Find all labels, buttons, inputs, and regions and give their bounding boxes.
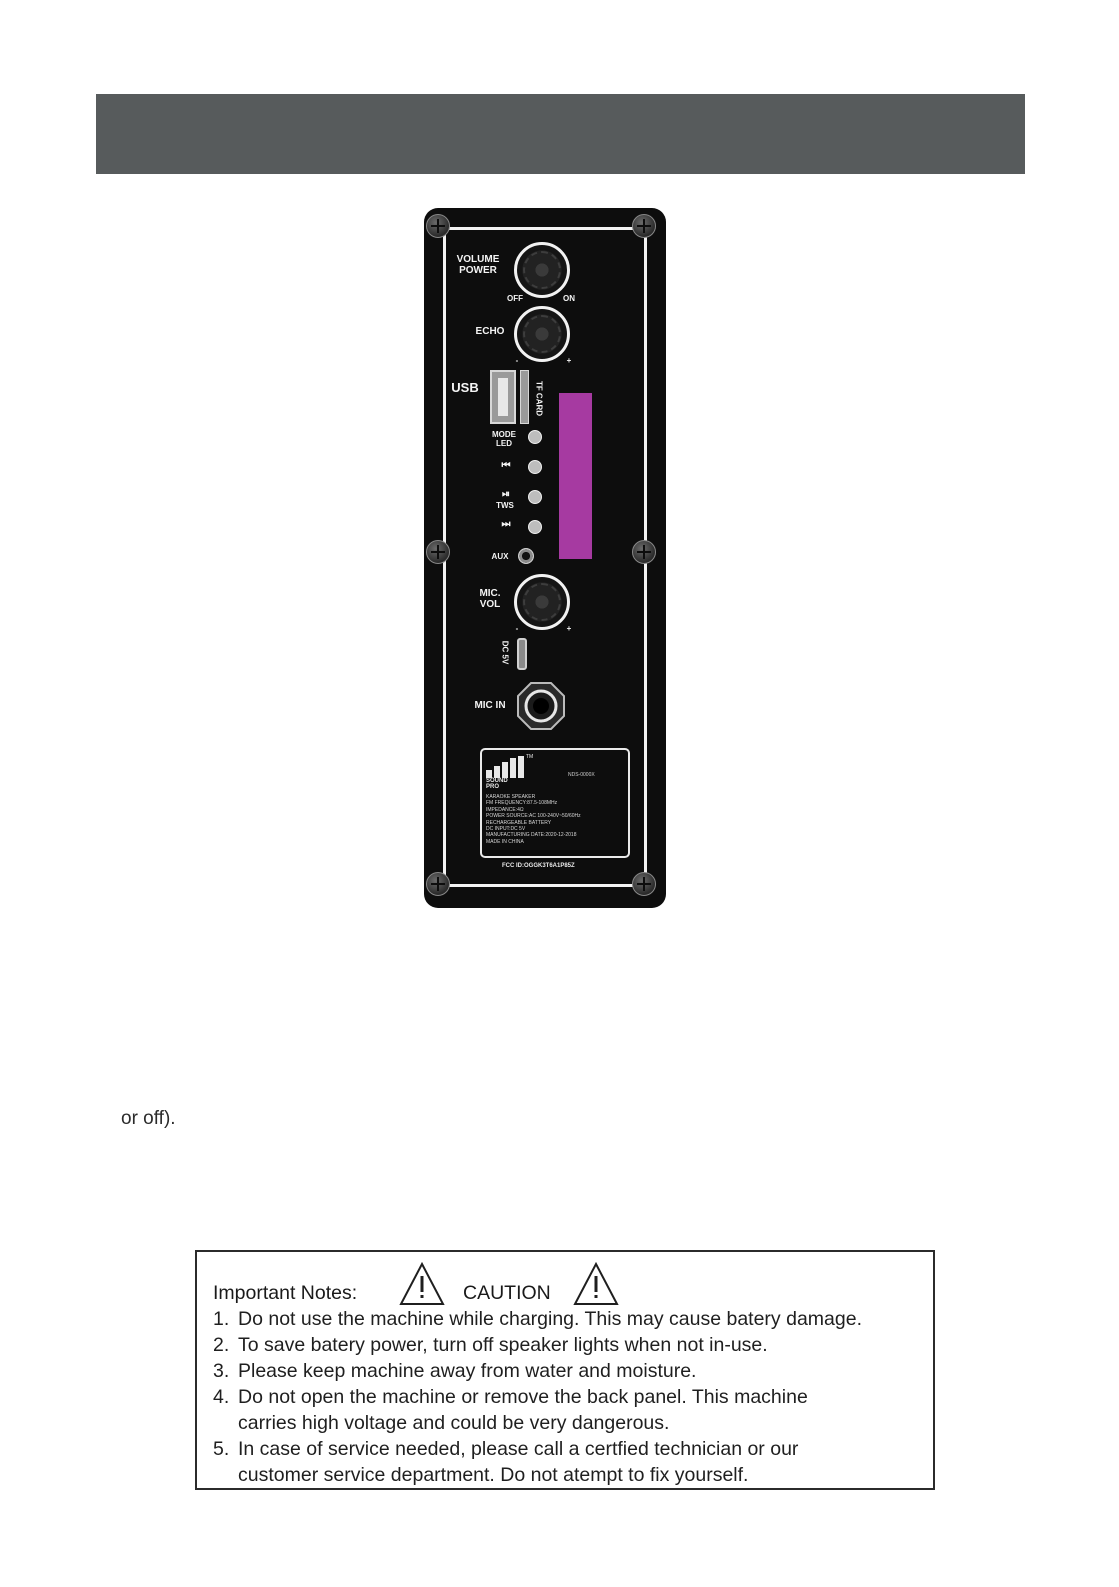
prev-button[interactable] — [528, 460, 542, 474]
volume-power-label: VOLUME POWER — [456, 254, 500, 276]
mode-led-button[interactable] — [528, 430, 542, 444]
mic-vol-knob[interactable] — [514, 574, 570, 630]
aux-jack[interactable] — [518, 548, 534, 564]
note-item: 4. Do not open the machine or remove the back panel. This machine carries high voltage and could be very dangerous. — [213, 1386, 808, 1434]
text-fragment: or off). — [121, 1108, 176, 1129]
mic-in-label: MIC IN — [474, 700, 506, 711]
dc-5v-label: DC 5V — [500, 640, 510, 665]
mic-vol-label: MIC. VOL — [479, 588, 501, 610]
header-bar — [96, 94, 1025, 174]
screw-icon — [426, 540, 450, 564]
usb-port[interactable] — [490, 370, 516, 424]
screw-icon — [426, 872, 450, 896]
echo-label: ECHO — [475, 326, 505, 337]
aux-label: AUX — [491, 552, 509, 561]
next-button[interactable] — [528, 520, 542, 534]
spec-line: FM FREQUENCY:87.5-108MHz — [486, 800, 558, 807]
usb-label: USB — [451, 380, 479, 395]
spec-line: DC INPUT:DC 5V — [486, 826, 526, 833]
caution-label: CAUTION — [463, 1282, 551, 1304]
play-tws-button[interactable] — [528, 490, 542, 504]
play-pause-icon: ⏯ — [502, 489, 510, 500]
note-item: 5. In case of service needed, please call a certfied technician or our customer service department. Do not atempt to fix yourself. — [213, 1438, 799, 1486]
note-item: 2. To save batery power, turn off speaker lights when not in-use. — [213, 1334, 768, 1356]
model-number: NDS-0000X — [568, 772, 595, 778]
spec-line: KARAOKE SPEAKER — [486, 794, 536, 800]
spec-line: IMPEDANCE:4Ω — [486, 806, 524, 813]
tf-card-slot[interactable] — [520, 370, 529, 424]
tf-card-label: TF CARD — [534, 380, 544, 417]
led-display — [559, 393, 592, 559]
spec-line: RECHARGEABLE BATTERY — [486, 819, 552, 826]
screw-icon — [426, 214, 450, 238]
echo-minus-label: - — [515, 356, 519, 365]
notes-list — [213, 1306, 862, 1488]
rating-specs — [486, 794, 626, 845]
warning-triangle-icon — [573, 1262, 619, 1306]
tws-label: TWS — [496, 501, 514, 510]
trademark-mark: TM — [526, 754, 534, 760]
important-notes-box — [195, 1250, 935, 1490]
warning-triangle-icon — [399, 1262, 445, 1306]
note-item: 3. Please keep machine away from water and moisture. — [213, 1360, 697, 1382]
echo-plus-label: + — [566, 356, 572, 365]
brand-text: SOUND PRO — [486, 778, 508, 790]
spec-line: POWER SOURCE:AC 100-240V~50/60Hz — [486, 813, 581, 820]
next-icon: ⏭ — [501, 519, 511, 530]
volume-power-knob[interactable] — [514, 242, 570, 298]
dc-5v-port[interactable] — [517, 638, 527, 670]
mic-plus-label: + — [566, 624, 572, 633]
screw-icon — [632, 540, 656, 564]
fcc-id: FCC ID:OGGK3T6A1P85Z — [502, 863, 575, 869]
spec-line: MANUFACTURING DATE:2020-12-2018 — [486, 832, 577, 839]
spec-line: MADE IN CHINA — [486, 838, 524, 845]
off-label: OFF — [507, 294, 523, 303]
notes-heading-row — [213, 1262, 913, 1308]
sound-pro-logo — [486, 756, 526, 778]
screw-icon — [632, 214, 656, 238]
notes-heading: Important Notes: — [213, 1282, 358, 1304]
mic-minus-label: - — [515, 624, 519, 633]
on-label: ON — [563, 294, 575, 303]
rating-plate — [480, 748, 630, 858]
note-item: 1. Do not use the machine while charging. This may cause batery damage. — [213, 1308, 862, 1330]
echo-knob[interactable] — [514, 306, 570, 362]
screw-icon — [632, 872, 656, 896]
speaker-back-panel — [424, 208, 666, 908]
mode-led-label: MODE LED — [492, 430, 516, 448]
prev-icon: ⏮ — [501, 460, 511, 471]
mic-in-jack[interactable] — [516, 681, 566, 731]
